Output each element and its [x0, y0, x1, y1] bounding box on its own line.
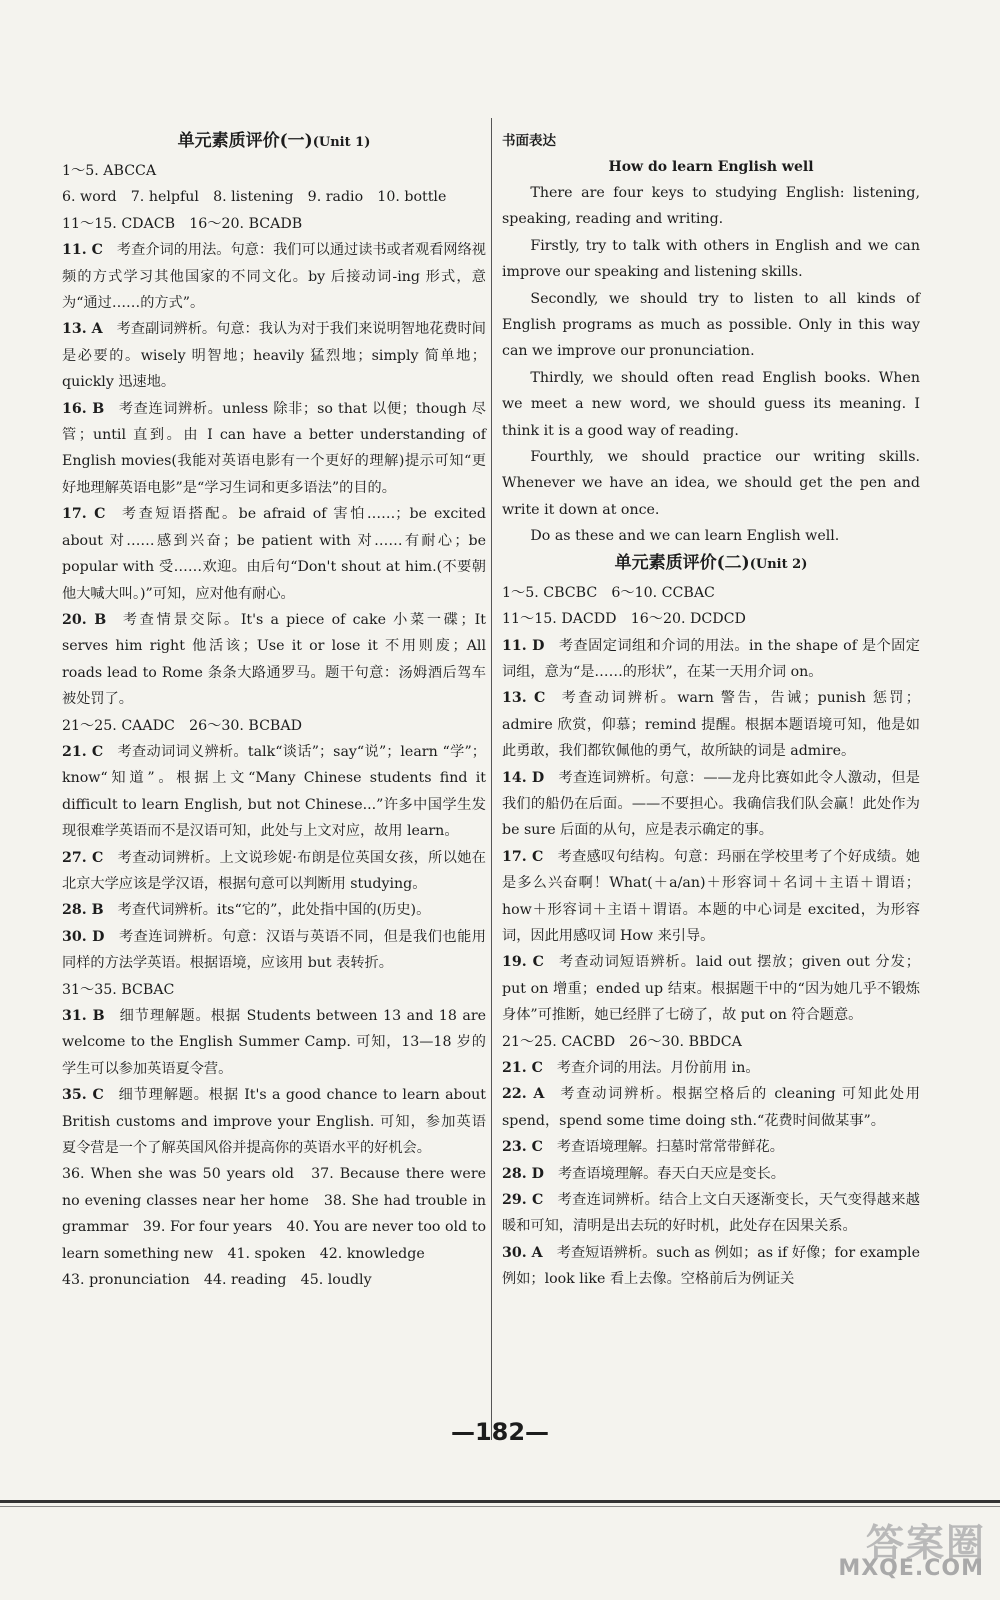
item-text: 考查短语搭配。be afraid of 害怕……；be excited about 对……感到兴奋；be patient with 对……有耐心；be popular with 受……欢迎。由后句“Don't shout at him.(不要朝他大喊大叫。)”可知，应对他有耐心。: [62, 506, 487, 602]
explanation-item: [502, 1161, 920, 1187]
answer-line: 11～15. CDACB 16～20. BCADB: [62, 215, 303, 232]
item-number: 28. D: [502, 1165, 544, 1182]
answer-line: 21～25. CAADC 26～30. BCBAD: [62, 717, 302, 734]
item-number: 23. C: [502, 1139, 543, 1156]
unit2-heading-unit: (Unit 2): [749, 556, 808, 572]
bottom-rule: [0, 1500, 1000, 1503]
explanation-item: [502, 1055, 920, 1081]
item-text: 考查语境理解。春天白天应是变长。: [557, 1165, 785, 1182]
item-text: 考查动词短语辨析。laid out 摆放；given out 分发；put on 增重；ended up 结束。根据题干中的“因为她几乎不锻炼身体”可推断，她已经胖了七磅了，故 put on 符合题意。: [502, 954, 920, 1024]
essay-title: How do learn English well: [608, 159, 814, 175]
essay-paragraph: Secondly, we should try to listen to all kinds of English programs as much as possible. Only in this way can we improve our pronunciation.: [502, 290, 920, 360]
explanation-item: [62, 845, 486, 898]
explanation-item: [62, 607, 486, 713]
explanation-item: [502, 949, 920, 1028]
item-text: 考查感叹句结构。句意：玛丽在学校里考了个好成绩。她是多么兴奋啊！What(＋a/an)＋形容词＋名词＋主语＋谓语；how＋形容词＋主语＋谓语。本题的中心词是 excited，为形容词，因此用感叹词 How 来引导。: [502, 848, 920, 944]
explanation-item: [502, 844, 920, 950]
explanation-item: [502, 1240, 920, 1293]
item-text: 考查介词的用法。月份前用 in。: [556, 1060, 760, 1076]
item-number: 21. C: [502, 1060, 543, 1076]
item-number: 17. C: [502, 848, 544, 865]
item-text: 细节理解题。根据 It's a good chance to learn about British customs and improve your English. 可知，参加英语夏令营是一个了解英国风俗并提高你的英语水平的好机会。: [62, 1087, 486, 1157]
item-number: 30. D: [62, 928, 105, 945]
item-text: 细节理解题。根据 Students between 13 and 18 are welcome to the English Summer Camp. 可知，13—18 岁的学生可以参加英语夏令营。: [62, 1008, 486, 1077]
item-number: 11. D: [502, 637, 545, 654]
item-text: 考查连词辨析。句意：汉语与英语不同，但是我们也能用同样的方法学英语。根据语境，应该用 but 表转折。: [62, 928, 486, 972]
answer-line: 1～5. CBCBC 6～10. CCBAC: [502, 584, 715, 601]
answer-line: 1～5. ABCCA: [62, 163, 157, 179]
item-number: 13. C: [502, 690, 546, 707]
explanation-item: [502, 685, 920, 764]
explanation-item: [62, 501, 486, 607]
page-number: —182—: [450, 1418, 550, 1446]
explanation-item: [502, 633, 920, 686]
item-number: 20. B: [62, 611, 107, 628]
explanation-item: [62, 237, 486, 316]
item-number: 13. A: [62, 321, 103, 338]
item-text: 考查连词辨析。结合上文白天逐渐变长，天气变得越来越暖和可知，清明是出去玩的好时机，此处存在因果关系。: [502, 1192, 920, 1235]
item-text: 考查代词辨析。its“它的”，此处指中国的(历史)。: [117, 902, 431, 919]
item-number: 27. C: [62, 849, 104, 866]
explanation-item: [62, 739, 486, 845]
unit1-heading: [62, 128, 486, 156]
writing-section-label: 书面表达: [502, 133, 556, 149]
item-number: 16. B: [62, 400, 105, 417]
explanation-item: [62, 897, 486, 923]
item-text: 考查动词辨析。上文说珍妮·布朗是位英国女孩，所以她在北京大学应该是学汉语，根据句意可以判断用 studying。: [62, 849, 486, 892]
unit2-heading-text: 单元素质评价(二): [614, 552, 750, 573]
explanation-item: [502, 1187, 920, 1240]
item-number: 11. C: [62, 242, 103, 259]
item-text: 考查动词辨析。warn 警告，告诫；punish 惩罚；admire 欣赏，仰慕；remind 提醒。根据本题语境可知，他是如此勇敢，我们都钦佩他的勇气，故所缺的词是 admire。: [502, 690, 920, 760]
right-column: [502, 128, 920, 1293]
item-number: 28. B: [62, 902, 104, 919]
item-number: 31. B: [62, 1008, 105, 1024]
explanation-item: [62, 1003, 486, 1082]
bottom-rule-thin: [0, 1506, 1000, 1507]
answer-line: 6. word 7. helpful 8. listening 9. radio 10. bottle: [62, 189, 447, 206]
item-text: 考查短语辨析。such as 例如；as if 好像；for example 例如；look like 看上去像。空格前后为例证关: [502, 1244, 920, 1288]
answer-line: 43. pronunciation 44. reading 45. loudly: [62, 1272, 372, 1289]
answer-line: 36. When she was 50 years old 37. Because there were no evening classes near her home 38. She had trouble in grammar 39. For four years 40. You are never too old to learn something new 41. spoken 42. knowledge: [62, 1166, 486, 1262]
answer-line: 11～15. DACDD 16～20. DCDCD: [502, 611, 746, 628]
item-text: 考查动词词义辨析。talk“谈话”；say“说”；learn “学”；know“知道”。根据上文“Many Chinese students find it difficult to learn English, but not Chinese...”许多中国学生发现很难学英语而不是汉语可知，此处与上文对应，故用 learn。: [62, 743, 486, 840]
item-number: 19. C: [502, 954, 544, 971]
watermark-url: MXQE.COM: [838, 1556, 984, 1581]
item-number: 14. D: [502, 769, 545, 786]
item-text: 考查情景交际。It's a piece of cake 小菜一碟；It serves him right 他活该；Use it or lose it 不用则废；All roads lead to Rome 条条大路通罗马。题干句意：汤姆酒后驾车被处罚了。: [62, 611, 486, 708]
unit1-heading-unit: (Unit 1): [312, 135, 371, 150]
explanation-item: [62, 316, 486, 395]
item-text: 考查语境理解。扫墓时常常带鲜花。: [556, 1139, 784, 1156]
unit1-heading-text: 单元素质评价(一): [177, 131, 313, 151]
essay-paragraph: Do as these and we can learn English well.: [530, 528, 840, 545]
item-number: 22. A: [502, 1086, 545, 1103]
explanation-item: [502, 1134, 920, 1160]
item-text: 考查固定词组和介词的用法。in the shape of 是个固定词组，意为“是……的形状”，在某一天用介词 on。: [502, 637, 920, 680]
unit2-heading: [502, 550, 920, 578]
left-column: [62, 128, 486, 1293]
essay-paragraph: Thirdly, we should often read English books. When we meet a new word, we should guess its meaning. I think it is a good way of reading.: [502, 369, 920, 439]
essay-paragraph: Fourthly, we should practice our writing skills. Whenever we have an idea, we should get the pen and write it down at once.: [502, 449, 920, 518]
explanation-item: [502, 765, 920, 844]
column-divider: [491, 118, 492, 1440]
item-number: 29. C: [502, 1192, 544, 1209]
explanation-item: [62, 396, 486, 502]
essay-paragraph: There are four keys to studying English: listening, speaking, reading and writing.: [502, 185, 920, 228]
item-text: 考查副词辨析。句意：我认为对于我们来说明智地花费时间是必要的。wisely 明智地；heavily 猛烈地；simply 简单地；quickly 迅速地。: [62, 321, 486, 391]
item-number: 35. C: [62, 1087, 104, 1104]
item-text: 考查连词辨析。句意：——龙舟比赛如此令人激动，但是我们的船仍在后面。——不要担心。我确信我们队会赢！此处作为 be sure 后面的从句，应是表示确定的事。: [502, 769, 920, 839]
explanation-item: [62, 924, 486, 977]
explanation-item: [62, 1082, 486, 1161]
item-text: 考查介词的用法。句意：我们可以通过读书或者观看网络视频的方式学习其他国家的不同文化。by 后接动词-ing 形式，意为“通过……的方式”。: [62, 242, 486, 312]
watermark-logo: [786, 1512, 986, 1582]
item-number: 21. C: [62, 743, 104, 760]
item-number: 17. C: [62, 506, 106, 523]
watermark-text: 答案圈: [865, 1521, 986, 1565]
item-number: 30. A: [502, 1244, 543, 1261]
item-text: 考查连词辨析。unless 除非；so that 以便；though 尽管；until 直到。由 I can have a better understanding of English movies(我能对英语电影有一个更好的理解)提示可知“更好地理解英语电影”是“学习生词和更多语法”的目的。: [62, 400, 486, 496]
item-text: 考查动词辨析。根据空格后的 cleaning 可知此处用 spend，spend some time doing sth.“花费时间做某事”。: [502, 1086, 920, 1129]
essay-paragraph: Firstly, try to talk with others in English and we can improve our speaking and listening skills.: [502, 237, 920, 281]
answer-line: 21～25. CACBD 26～30. BBDCA: [502, 1033, 742, 1050]
answer-line: 31～35. BCBAC: [62, 981, 175, 998]
explanation-item: [502, 1081, 920, 1134]
